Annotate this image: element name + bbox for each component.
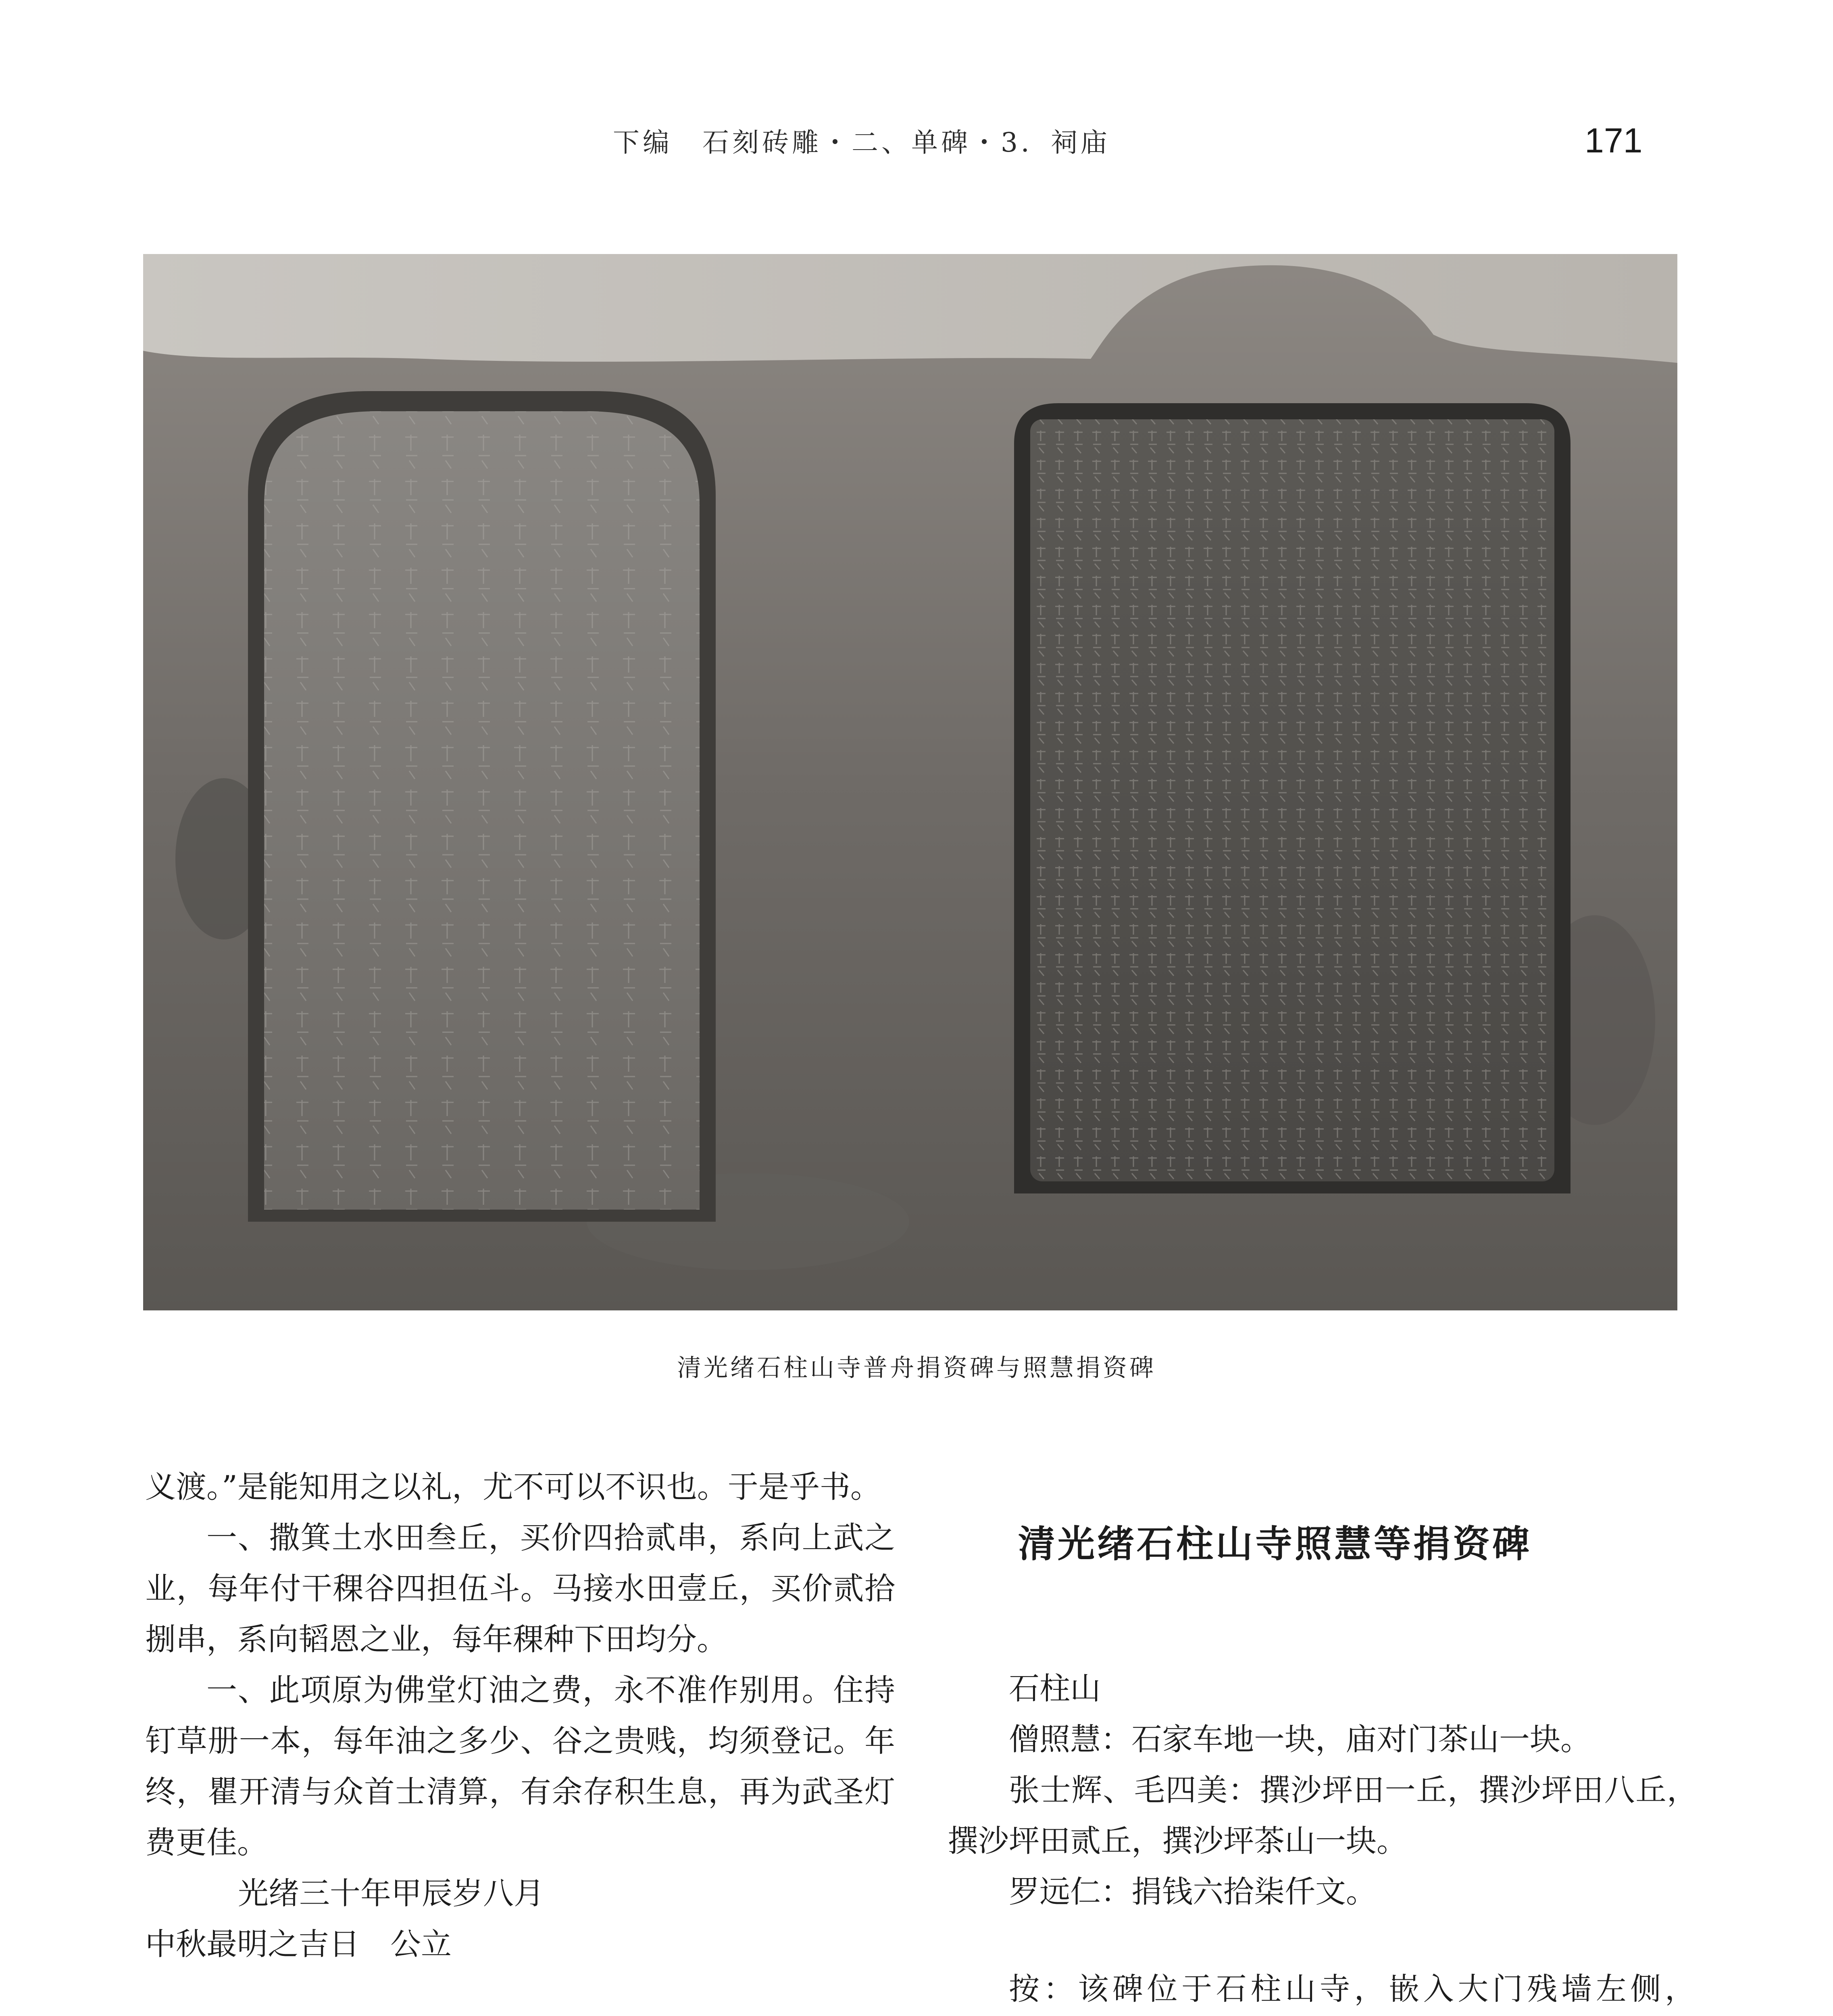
paragraph: 义渡。”是能知用之以礼，尤不可以不识也。于是乎书。 [145, 1469, 881, 1505]
page-number: 171 [1585, 121, 1643, 160]
paragraph: 一、撒箕土水田叁丘，买价四拾贰串，系向上武之业，每年付干稞谷四担伍斗。马接水田壹丘，买价贰拾捌串，系向韬恩之业，每年稞种下田均分。 [145, 1520, 895, 1657]
paragraph: 一、此项原为佛堂灯油之费，永不准作别用。住持钉草册一本，每年油之多少、谷之贵贱，均须登记。年终，瞿开清与众首士清算，有余存积生息，再为武圣灯费更佳。 [145, 1672, 895, 1860]
section-title: 清光绪石柱山寺照慧等捐资碑 [1018, 1522, 1532, 1566]
stele-photograph [143, 254, 1677, 1310]
running-header: 下编 石刻砖雕・二、单碑・3．祠庙 [613, 127, 1110, 158]
signature-line: 光绪三十年甲辰岁八月 [238, 1875, 544, 1911]
spacer [145, 1970, 895, 2016]
inscription-line: 张士辉、毛四美：撰沙坪田一丘，撰沙坪田八丘，撰沙坪田贰丘，撰沙坪茶山一块。 [948, 1772, 1698, 1859]
right-column [948, 1462, 1698, 2016]
inscription-line: 石柱山 [1009, 1670, 1101, 1706]
spacer [948, 1917, 1698, 1964]
signature-line: 中秋最明之吉日 公立 [145, 1926, 452, 1962]
inscription-line: 罗远仁：捐钱六拾柒仟文。 [1009, 1874, 1377, 1910]
figure-caption: 清光绪石柱山寺普舟捐资碑与照慧捐资碑 [677, 1354, 1156, 1382]
editor-note: 按：该碑位于石柱山寺，嵌入大门残墙左侧， [1009, 1971, 1698, 2007]
inscription-line: 僧照慧：石家车地一块，庙对门茶山一块。 [1009, 1721, 1591, 1757]
left-column [145, 1462, 895, 2016]
stele-photo-illustration [143, 254, 1677, 1310]
